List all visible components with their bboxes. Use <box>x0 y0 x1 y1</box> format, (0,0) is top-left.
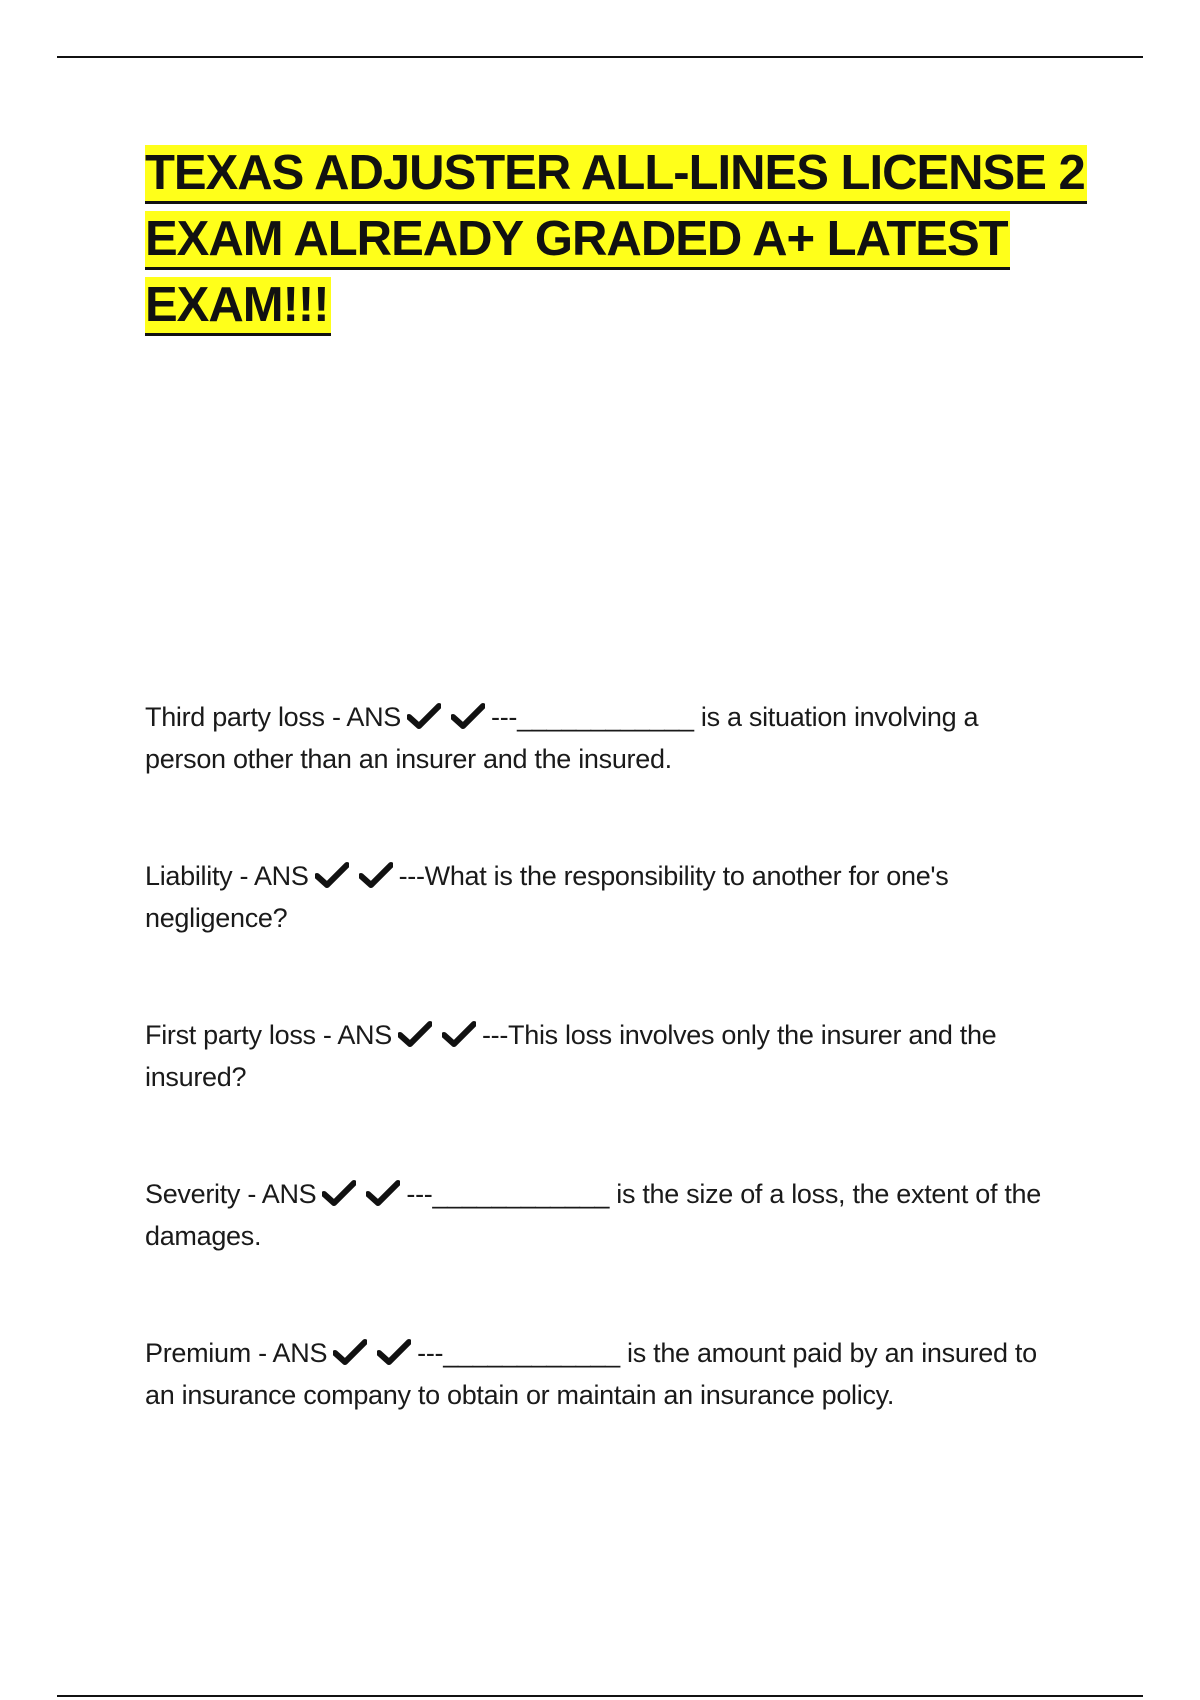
qa-answer: ---What is the responsibility to another for one's negligence? <box>145 861 949 933</box>
qa-item-severity <box>145 1173 1065 1332</box>
answer-marker: ANS <box>261 1179 317 1209</box>
qa-term: Premium - <box>145 1338 273 1368</box>
qa-answer: ---____________ is the amount paid by an insured to an insurance company to obtain or maintain an insurance policy. <box>145 1338 1037 1410</box>
answer-marker: ANS <box>253 861 309 891</box>
qa-term: Third party loss - <box>145 702 347 732</box>
answer-marker: ANS <box>337 1020 392 1050</box>
qa-term: First party loss - <box>145 1020 338 1050</box>
qa-term: Severity - <box>145 1179 262 1209</box>
check-mark-icon <box>442 1021 478 1047</box>
check-mark-icon <box>333 1339 369 1365</box>
qa-answer: ---This loss involves only the insurer and the insured? <box>145 1020 997 1092</box>
top-rule <box>57 56 1143 58</box>
check-mark-icon <box>377 1339 413 1365</box>
check-mark-icon <box>398 1021 434 1047</box>
bottom-rule <box>57 1695 1143 1697</box>
answer-marker: ANS <box>272 1338 328 1368</box>
document-title <box>145 145 1085 343</box>
qa-answer: ---____________ is a situation involving a person other than an insurer and the insured. <box>145 702 979 774</box>
qa-term: Liability - <box>145 861 254 891</box>
title-line-3: EXAM!!! <box>145 277 331 336</box>
title-line-2: EXAM ALREADY GRADED A+ LATEST <box>145 211 1010 270</box>
check-mark-icon <box>451 703 487 729</box>
answer-marker: ANS <box>346 702 401 732</box>
title-line-1: TEXAS ADJUSTER ALL-LINES LICENSE 2 <box>145 145 1087 204</box>
check-mark-icon <box>322 1180 358 1206</box>
qa-item-premium <box>145 1332 1065 1491</box>
qa-item-first-party-loss <box>145 1014 1065 1173</box>
check-mark-icon <box>359 862 395 888</box>
question-answer-list <box>145 696 1065 1491</box>
qa-item-third-party-loss <box>145 696 1065 855</box>
qa-item-liability <box>145 855 1065 1014</box>
check-mark-icon <box>315 862 351 888</box>
qa-answer: ---____________ is the size of a loss, the extent of the damages. <box>145 1179 1041 1251</box>
check-mark-icon <box>366 1180 402 1206</box>
check-mark-icon <box>407 703 443 729</box>
